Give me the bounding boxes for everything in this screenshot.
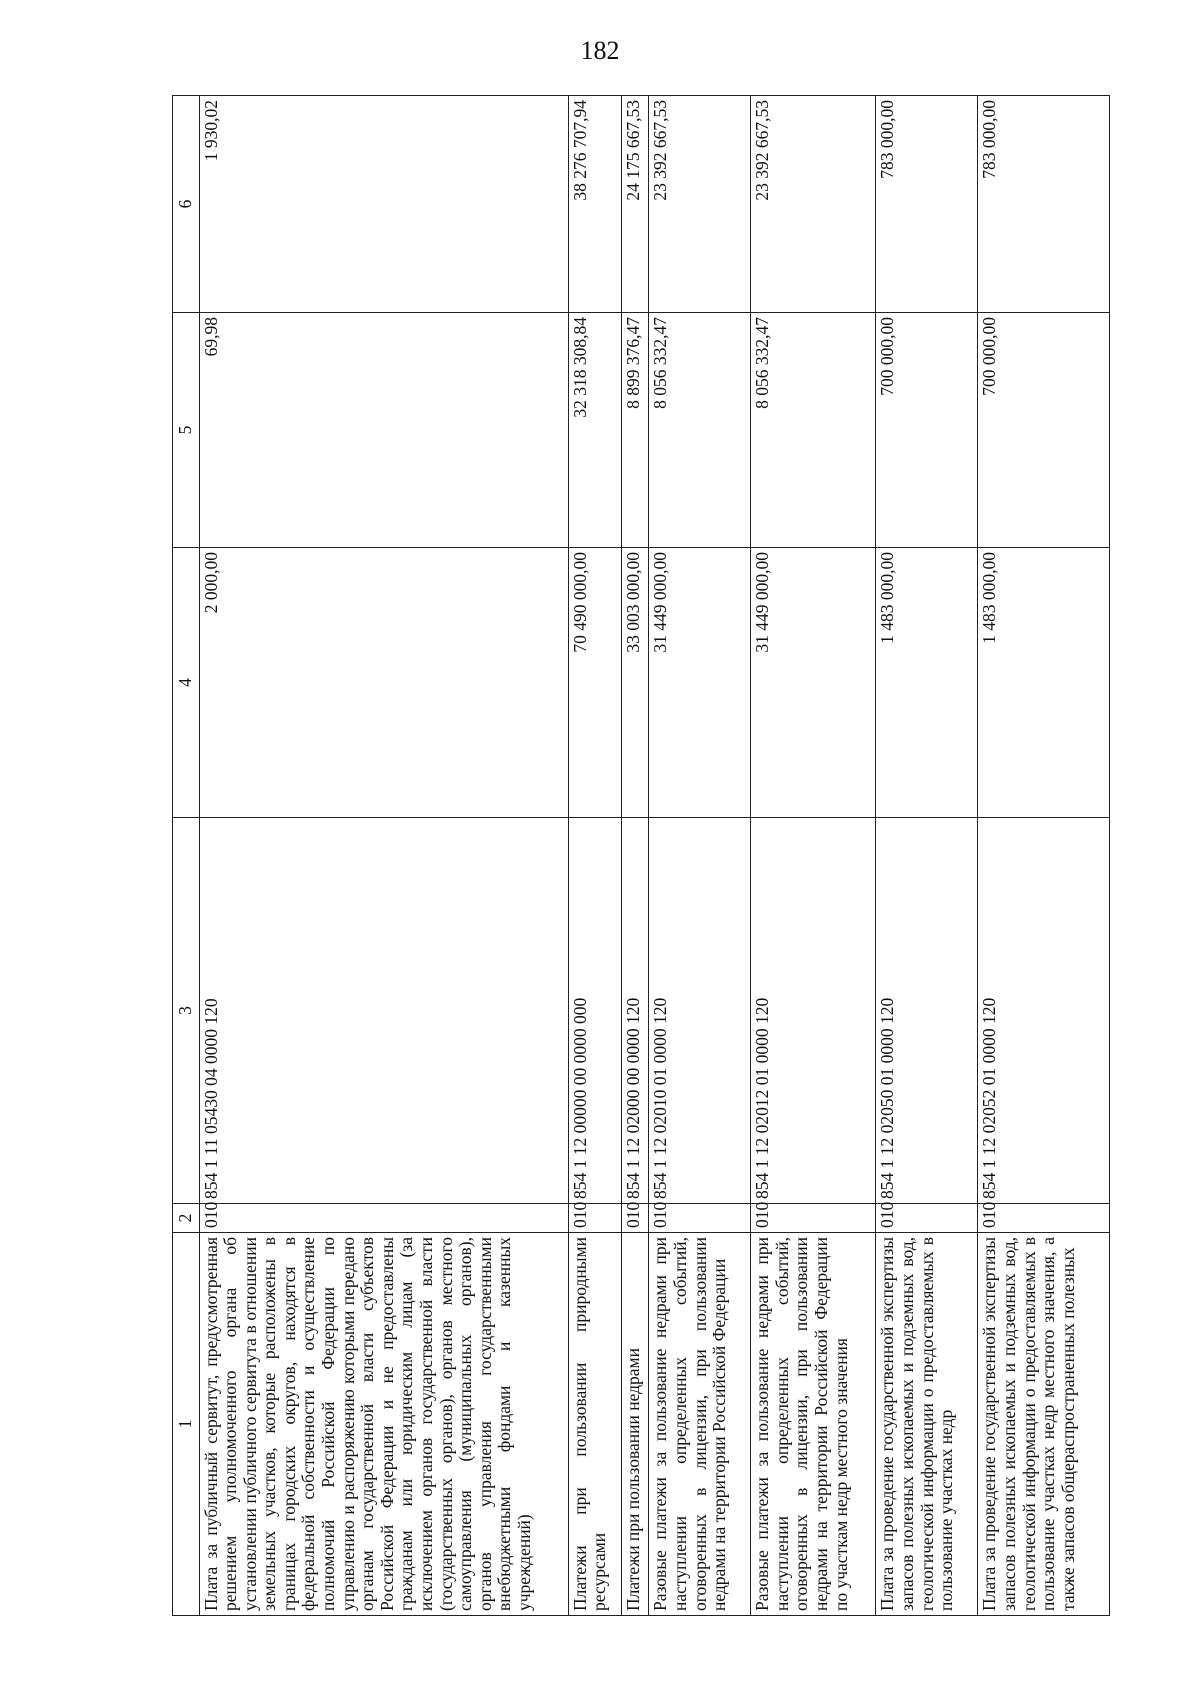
row-col5: 69,98 bbox=[199, 313, 568, 548]
row-col6: 23 392 667,53 bbox=[751, 96, 876, 313]
column-header-6: 6 bbox=[173, 96, 200, 313]
row-name: Платежи при пользовании недрами bbox=[621, 1233, 649, 1616]
table-row bbox=[199, 96, 568, 1616]
page-number: 182 bbox=[580, 36, 620, 65]
row-kbk: 854 1 12 02052 01 0000 120 bbox=[978, 818, 1110, 1204]
row-col4: 31 449 000,00 bbox=[751, 548, 876, 818]
column-header-5: 5 bbox=[173, 313, 200, 548]
row-name: Плата за проведение государственной экспертизы запасов полезных ископаемых и подземных вод, геологической информации о предоставляемых в пользование участках недр местного значения, а также запасов общераспространенных полезных bbox=[978, 1233, 1110, 1616]
row-name: Платежи при пользовании природными ресурсами bbox=[568, 1233, 621, 1616]
row-col6: 783 000,00 bbox=[978, 96, 1110, 313]
row-name: Плата за проведение государственной экспертизы запасов полезных ископаемых и подземных вод, геологической информации о предоставляемых в пользование участках недр bbox=[876, 1233, 978, 1616]
table-row bbox=[621, 96, 649, 1616]
column-header-2: 2 bbox=[173, 1204, 200, 1233]
column-header-3: 3 bbox=[173, 818, 200, 1204]
row-col5: 8 899 376,47 bbox=[621, 313, 649, 548]
row-kbk: 854 1 12 02012 01 0000 120 bbox=[751, 818, 876, 1204]
row-col4: 31 449 000,00 bbox=[649, 548, 751, 818]
column-header-4: 4 bbox=[173, 548, 200, 818]
row-col5: 32 318 308,84 bbox=[568, 313, 621, 548]
table-row bbox=[876, 96, 978, 1616]
row-kbk: 854 1 11 05430 04 0000 120 bbox=[199, 818, 568, 1204]
row-col4: 1 483 000,00 bbox=[876, 548, 978, 818]
row-code: 010 bbox=[649, 1204, 751, 1233]
row-name: Разовые платежи за пользование недрами при наступлении определенных событий, оговоренных в лицензии, при пользовании недрами на территории Российской Федерации по участкам недр местного значения bbox=[751, 1233, 876, 1616]
row-kbk: 854 1 12 02000 00 0000 120 bbox=[621, 818, 649, 1204]
table-row bbox=[751, 96, 876, 1616]
rotated-table-container bbox=[172, 96, 1110, 1616]
row-kbk: 854 1 12 02010 01 0000 120 bbox=[649, 818, 751, 1204]
table-header-row bbox=[173, 96, 200, 1616]
row-col5: 8 056 332,47 bbox=[649, 313, 751, 548]
table-row bbox=[649, 96, 751, 1616]
budget-revenue-table bbox=[172, 95, 1110, 1616]
row-name: Плата за публичный сервитут, предусмотренная решением уполномоченного органа об установлении публичного сервитута в отношении земельных участков, которые расположены в границах городских округов, находятся в федеральной собственности и осуществление полномочий Российской Федерации по управлению и распоряжению которыми передано органам государственной власти субъектов Российской Федерации и не предоставлены гражданам или юридическим лицам (за исключением органов государственной власти (государственных органов), органов местного самоуправления (муниципальных органов), органов управления государственными внебюджетными фондами и казенных учреждений) bbox=[199, 1233, 568, 1616]
row-col5: 8 056 332,47 bbox=[751, 313, 876, 548]
row-code: 010 bbox=[568, 1204, 621, 1233]
table-row bbox=[568, 96, 621, 1616]
row-kbk: 854 1 12 00000 00 0000 000 bbox=[568, 818, 621, 1204]
row-name: Разовые платежи за пользование недрами при наступлении определенных событий, оговоренных в лицензии, при пользовании недрами на территории Российской Федерации bbox=[649, 1233, 751, 1616]
row-col4: 33 003 000,00 bbox=[621, 548, 649, 818]
row-col5: 700 000,00 bbox=[978, 313, 1110, 548]
row-kbk: 854 1 12 02050 01 0000 120 bbox=[876, 818, 978, 1204]
row-col6: 783 000,00 bbox=[876, 96, 978, 313]
row-code: 010 bbox=[978, 1204, 1110, 1233]
row-code: 010 bbox=[751, 1204, 876, 1233]
row-col6: 1 930,02 bbox=[199, 96, 568, 313]
row-col6: 24 175 667,53 bbox=[621, 96, 649, 313]
row-col4: 2 000,00 bbox=[199, 548, 568, 818]
row-col4: 70 490 000,00 bbox=[568, 548, 621, 818]
row-col6: 38 276 707,94 bbox=[568, 96, 621, 313]
row-code: 010 bbox=[876, 1204, 978, 1233]
table-row bbox=[978, 96, 1110, 1616]
row-code: 010 bbox=[199, 1204, 568, 1233]
row-code: 010 bbox=[621, 1204, 649, 1233]
row-col5: 700 000,00 bbox=[876, 313, 978, 548]
row-col4: 1 483 000,00 bbox=[978, 548, 1110, 818]
row-col6: 23 392 667,53 bbox=[649, 96, 751, 313]
column-header-1: 1 bbox=[173, 1233, 200, 1616]
